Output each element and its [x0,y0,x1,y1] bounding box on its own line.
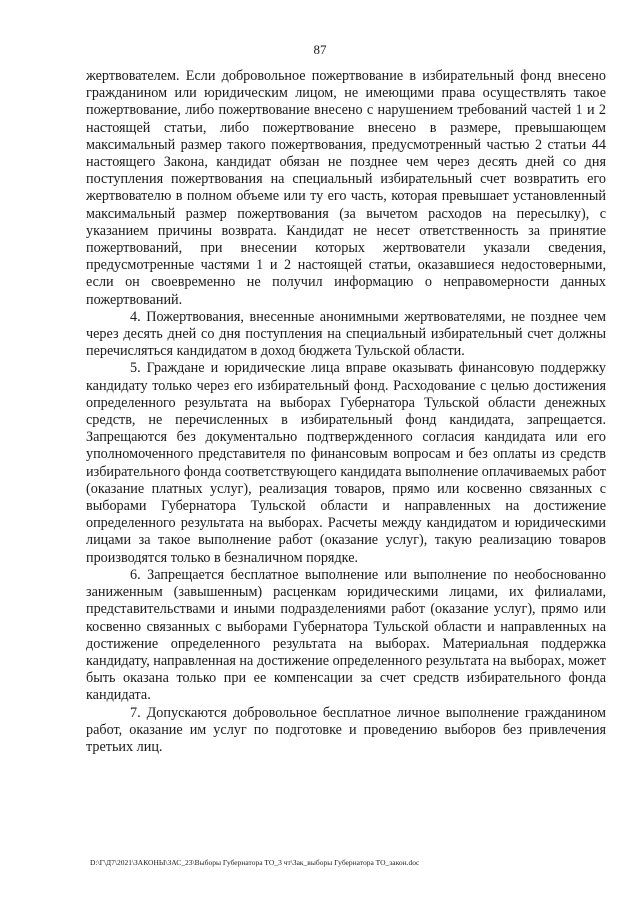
paragraph-4: 4. Пожертвования, внесенные анонимными жертвователями, не позднее чем через десять дней со дня поступления на специальный избирательный счет должны перечисляться кандидатом в доход бюджета Тульской области. [86,308,606,360]
page-number: 87 [313,42,327,57]
document-body [86,68,606,756]
paragraph-5: 5. Граждане и юридические лица вправе оказывать финансовую поддержку кандидату только через его избирательный фонд. Расходование с целью достижения определенного результата на выборах Губернатора Тульской области денежных средств, не перечисленных в избирательный фонд кандидата, запрещается. Запрещаются без документально подтвержденного согласия кандидата или его уполномоченного представителя по финансовым вопросам и без оплаты из средств избирательного фонда соответствующего кандидата выполнение оплачиваемых работ (оказание платных услуг), реализация товаров, прямо или косвенно связанных с выборами Губернатора Тульской области и направленных на достижение определенного результата на выборах. Расчеты между кандидатом и юридическими лицами за такое выполнение работ (оказание услуг), такую реализацию товаров производятся только в безналичном порядке. [86,360,606,566]
paragraph-continuation: жертвователем. Если добровольное пожертвование в избирательный фонд внесено гражданином или юридическим лицом, не имеющими права осуществлять такое пожертвование, либо пожертвование внесено с нарушением требований частей 1 и 2 настоящей статьи, либо пожертвование внесено в размере, превышающем максимальный размер такого пожертвования, предусмотренный частью 2 статьи 44 настоящего Закона, кандидат обязан не позднее чем через десять дней со дня поступления пожертвования на специальный избирательный счет возвратить его жертвователю в полном объеме или ту его часть, которая превышает установленный максимальный размер пожертвования (за вычетом расходов на пересылку), с указанием причины возврата. Кандидат не несет ответственность за принятие пожертвований, при внесении которых жертвователи указали сведения, предусмотренные частями 1 и 2 настоящей статьи, оказавшиеся недостоверными, если он своевременно не получил информацию о неправомерности данных пожертвований. [86,68,606,308]
paragraph-6: 6. Запрещается бесплатное выполнение или выполнение по необоснованно заниженным (завышенным) расценкам юридическими лицами, их филиалами, представительствами и иными подразделениями работ (оказание услуг), прямо или косвенно связанных с выборами Губернатора Тульской области и направленных на достижение определенного результата на выборах. Материальная поддержка кандидату, направленная на достижение определенного результата на выборах, может быть оказана только при ее компенсации за счет средств избирательного фонда кандидата. [86,566,606,704]
paragraph-7: 7. Допускаются добровольное бесплатное личное выполнение гражданином работ, оказание им услуг по подготовке и проведению выборов без привлечения третьих лиц. [86,704,606,755]
file-path-footer: D:\Г\Д7\2021\ЗАКОНЫ\ЗАС_23\Выборы Губернатора ТО_3 чт\Зак_выборы Губернатора ТО_закон.doc [90,858,420,867]
